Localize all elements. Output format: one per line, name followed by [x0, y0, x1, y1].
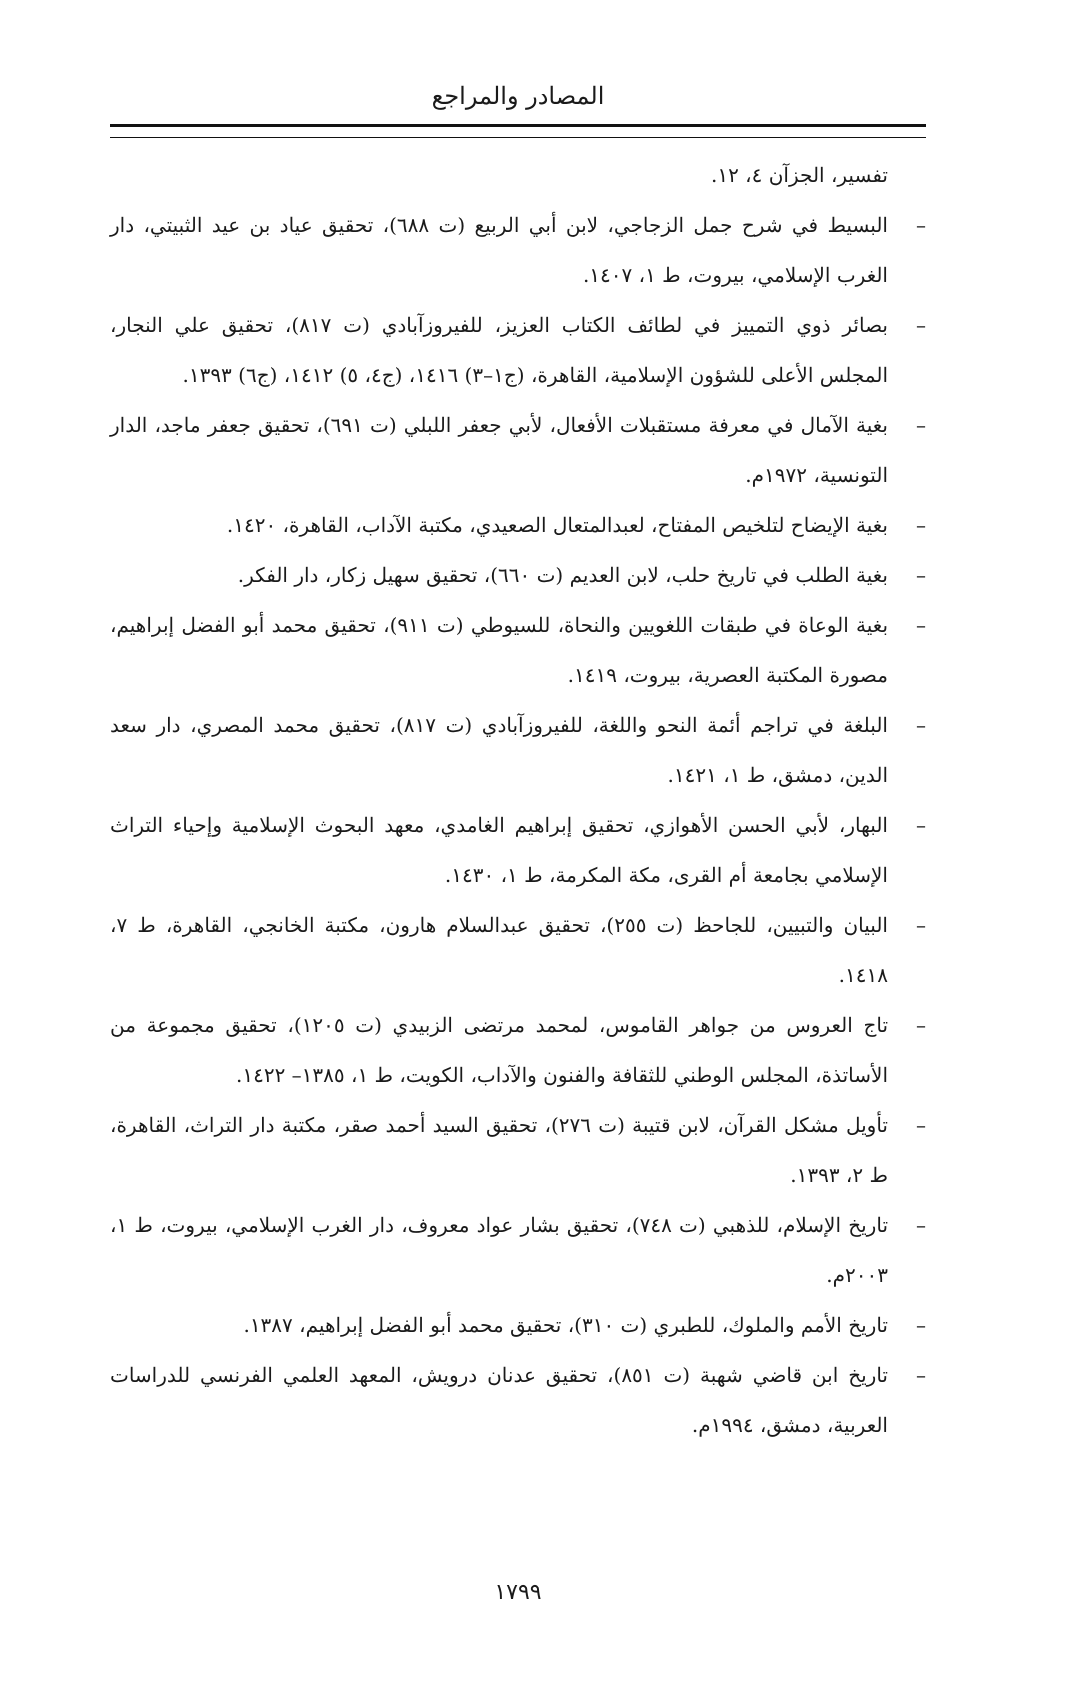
entry-bullet: –	[916, 413, 926, 437]
entry-text: البهار، لأبي الحسن الأهوازي، تحقيق إبراهيم الغامدي، معهد البحوث الإسلامية وإحياء التراث الإسلامي بجامعة أم القرى، مكة المكرمة، ط ١، ١٤٣٠.	[110, 813, 888, 887]
bibliography-entry	[110, 600, 926, 700]
entry-bullet: –	[916, 313, 926, 337]
entry-text: بغية الوعاة في طبقات اللغويين والنحاة، للسيوطي (ت ٩١١)، تحقيق محمد أبو الفضل إبراهيم، مصورة المكتبة العصرية، بيروت، ١٤١٩.	[110, 613, 889, 687]
entry-bullet: –	[916, 613, 926, 637]
entry-bullet: –	[916, 1113, 926, 1137]
entry-text: البسيط في شرح جمل الزجاجي، لابن أبي الربيع (ت ٦٨٨)، تحقيق عياد بن عيد الثبيتي، دار الغرب الإسلامي، بيروت، ط ١، ١٤٠٧.	[110, 213, 888, 287]
entry-bullet: –	[916, 1313, 926, 1337]
entry-bullet: –	[916, 563, 926, 587]
entry-text: بصائر ذوي التمييز في لطائف الكتاب العزيز، للفيروزآبادي (ت ٨١٧)، تحقيق علي النجار، المجلس الأعلى للشؤون الإسلامية، القاهرة، (ج١–٣) ١٤١٦، (ج٤، ٥) ١٤١٢، (ج٦) ١٣٩٣.	[110, 313, 888, 387]
bibliography-entry	[110, 1100, 926, 1200]
entry-text: البلغة في تراجم أئمة النحو واللغة، للفيروزآبادي (ت ٨١٧)، تحقيق محمد المصري، دار سعد الدين، دمشق، ط ١، ١٤٢١.	[110, 713, 888, 787]
bibliography-entry	[110, 1350, 926, 1450]
entry-text: تاريخ الإسلام، للذهبي (ت ٧٤٨)، تحقيق بشار عواد معروف، دار الغرب الإسلامي، بيروت، ط ١، ٢٠٠٣م.	[110, 1213, 889, 1287]
header-rule-thin	[110, 137, 926, 138]
bibliography-entry	[110, 1000, 926, 1100]
bibliography-entry	[110, 300, 926, 400]
entry-text: تاريخ ابن قاضي شهبة (ت ٨٥١)، تحقيق عدنان درويش، المعهد العلمي الفرنسي للدراسات العربية، دمشق، ١٩٩٤م.	[110, 1363, 888, 1437]
entry-bullet: –	[916, 913, 926, 937]
entry-bullet: –	[916, 513, 926, 537]
entry-bullet: –	[916, 1363, 926, 1387]
bibliography-entry	[110, 1300, 926, 1350]
entry-text: تأويل مشكل القرآن، لابن قتيبة (ت ٢٧٦)، تحقيق السيد أحمد صقر، مكتبة دار التراث، القاهرة، ط ٢، ١٣٩٣.	[110, 1113, 888, 1187]
header-rule-thick	[110, 124, 926, 127]
entries-container	[110, 200, 926, 1450]
entry-bullet: –	[916, 213, 926, 237]
bibliography-entry	[110, 400, 926, 500]
entry-text: بغية الطلب في تاريخ حلب، لابن العديم (ت ٦٦٠)، تحقيق سهيل زكار، دار الفكر.	[237, 563, 888, 587]
bibliography-entry	[110, 500, 926, 550]
bibliography-entry	[110, 200, 926, 300]
running-header: المصادر والمراجع	[431, 82, 605, 110]
bibliography-list	[110, 150, 926, 1450]
bibliography-entry	[110, 800, 926, 900]
bibliography-entry	[110, 700, 926, 800]
entry-bullet: –	[916, 713, 926, 737]
bibliography-entry	[110, 550, 926, 600]
entry-text: تاج العروس من جواهر القاموس، لمحمد مرتضى الزبيدي (ت ١٢٠٥)، تحقيق مجموعة من الأساتذة، المجلس الوطني للثقافة والفنون والآداب، الكويت، ط ١، ١٣٨٥– ١٤٢٢.	[110, 1013, 889, 1087]
bibliography-entry	[110, 1200, 926, 1300]
bibliography-entry	[110, 900, 926, 1000]
entry-bullet: –	[916, 1013, 926, 1037]
entry-text: البيان والتبيين، للجاحظ (ت ٢٥٥)، تحقيق عبدالسلام هارون، مكتبة الخانجي، القاهرة، ط ٧، ١٤١٨.	[110, 913, 888, 987]
entry-bullet: –	[916, 813, 926, 837]
entry-text: تاريخ الأمم والملوك، للطبري (ت ٣١٠)، تحقيق محمد أبو الفضل إبراهيم، ١٣٨٧.	[243, 1313, 888, 1337]
continuation-entry: تفسير، الجزآن ٤، ١٢.	[710, 163, 888, 187]
page-number: ١٧٩٩	[494, 1580, 542, 1605]
entry-bullet: –	[916, 1213, 926, 1237]
entry-text: بغية الإيضاح لتلخيص المفتاح، لعبدالمتعال الصعيدي، مكتبة الآداب، القاهرة، ١٤٢٠.	[226, 513, 888, 537]
entry-text: بغية الآمال في معرفة مستقبلات الأفعال، لأبي جعفر اللبلي (ت ٦٩١)، تحقيق جعفر ماجد، الدار التونسية، ١٩٧٢م.	[110, 413, 888, 487]
